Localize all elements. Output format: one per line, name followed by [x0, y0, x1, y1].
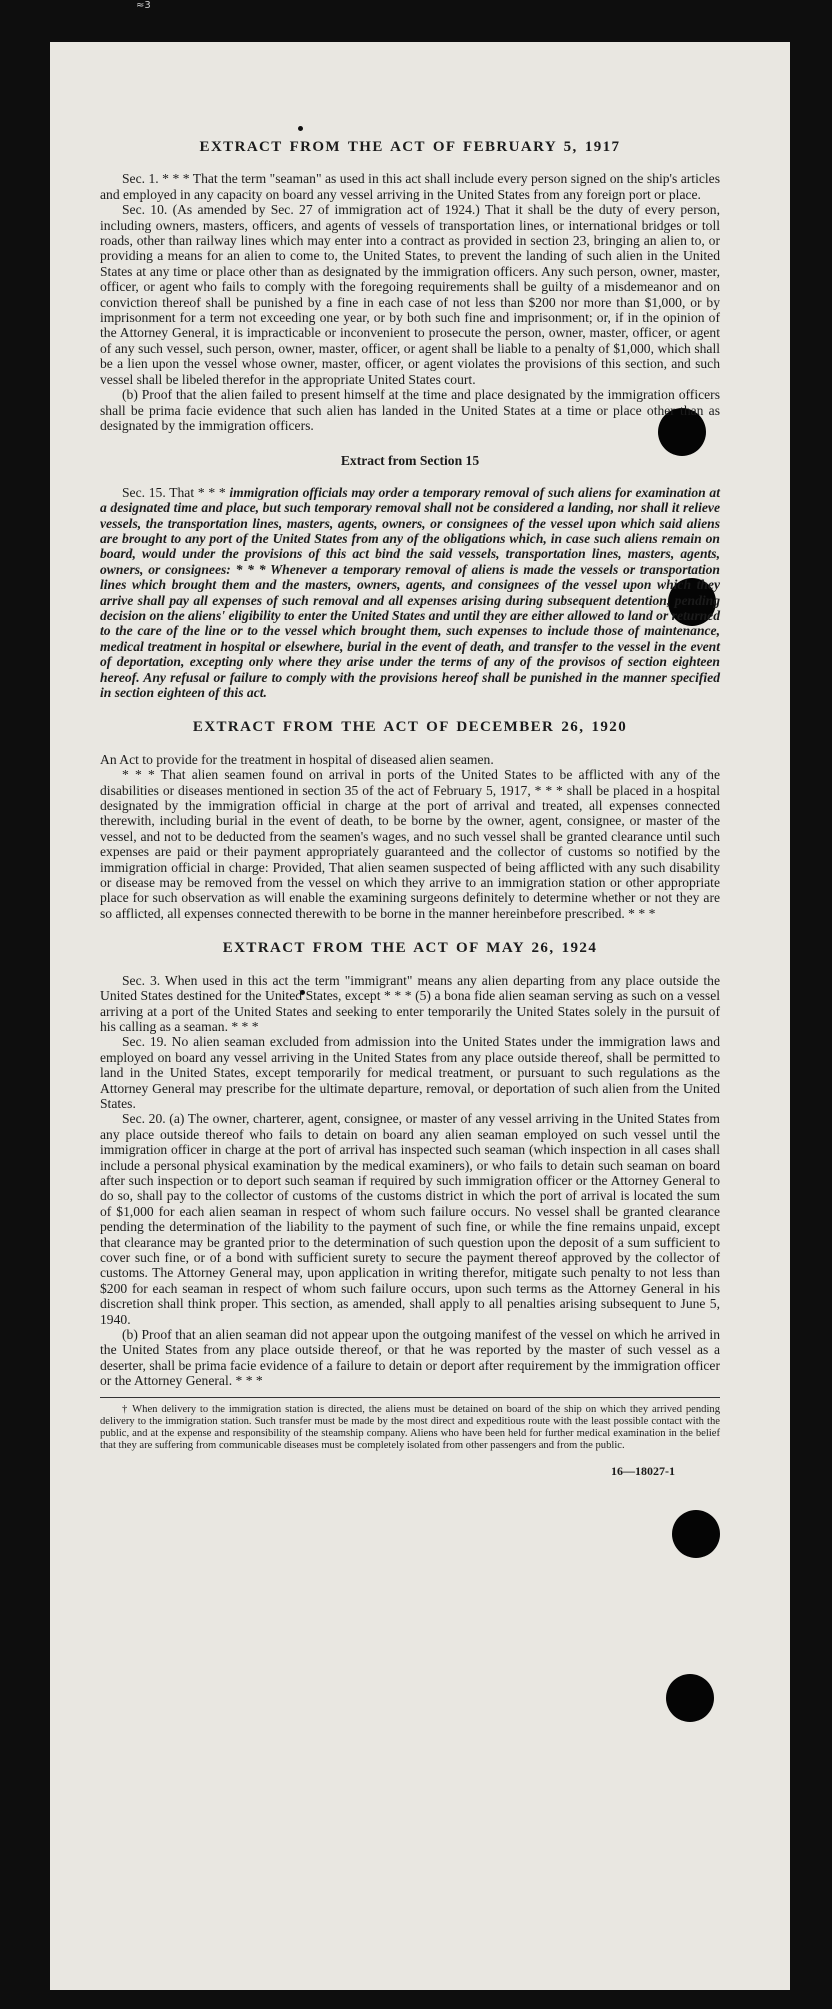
form-number: 16—18027-1 [611, 1464, 675, 1479]
corner-stamp: ≈3 [136, 0, 151, 11]
act-1920-body: * * * That alien seamen found on arrival in ports of the United States to be afflicted with any of the disabilities or diseases mentioned in section 35 of the act of February 5, 1917, * * * shall be placed in a hospital designated by the immigration official in charge at the port of arrival and treated, all expenses connected therewith, including burial in the event of death, to be borne by the owner, agent, consignee, or master of the vessel, and not to be deducted from the seamen's wages, and no such vessel shall be granted clearance until such expenses are paid or their payment appropriately guaranteed and the collector of customs so notified by the immigration official in charge: Provided, That alien seamen suspected of being afflicted with any such disability or disease may be removed from the vessel on which they arrive to an immigration station or other appropriate place for such observation as will enable the examining surgeons definitely to determine whether or not they are so afflicted, all expenses connected therewith to be borne in the manner hereinbefore prescribed. * * * [100, 767, 720, 921]
section-3-paragraph: Sec. 3. When used in this act the term "immigrant" means any alien departing from any place outside the United States destined for the United States, except * * * (5) a bona fide alien seaman serving as such on a vessel arriving at a port of the United States and seeking to enter temporarily the United States solely in the pursuit of his calling as a seaman. * * * [100, 972, 720, 1034]
heading-act-1920: EXTRACT FROM THE ACT OF DECEMBER 26, 1920 [192, 719, 628, 736]
heading-act-1924: EXTRACT FROM THE ACT OF MAY 26, 1924 [222, 940, 598, 957]
section-10-paragraph: Sec. 10. (As amended by Sec. 27 of immigration act of 1924.) That it shall be the duty of every person, including owners, masters, officers, and agents of vessels of transportation lines, or international bridges or toll roads, other than railway lines which may enter into a contract as provided in section 23, bringing an alien to, or providing a means for an alien to come to, the United States, to prevent the landing of such alien in the United States at any time or place other than as designated by the immigration officers. Any such person, owner, master, officer, or agent who fails to comply with the foregoing requirements shall be guilty of a misdemeanor and on conviction thereof shall be punished by a fine in each case of not less than $200 nor more than $1,000, or by imprisonment for a term not exceeding one year, or by both such fine and imprisonment; or, if in the opinion of the Attorney General, it is impracticable or inconvenient to prosecute the person, owner, master, officer, or agent of any such vessel, such person, owner, master, officer, or agent shall be liable to a penalty of $1,000, which shall be a lien upon the vessel whose owner, master, officer, or agent violates the provisions of this section, and such vessel shall be libeled therefor in the appropriate United States court. [100, 202, 720, 387]
section-15-paragraph [100, 485, 720, 701]
section-20-b-paragraph: (b) Proof that an alien seaman did not appear upon the outgoing manifest of the vessel on which he arrived in the United States from any place outside thereof, or that he was reported by the master of such vessel as a deserter, shall be prima facie evidence of a failure to detain or deport after requirement by the immigration officer or the Attorney General. * * * [100, 1327, 720, 1389]
heading-section-15: Extract from Section 15 [340, 453, 480, 469]
section-19-paragraph: Sec. 19. No alien seaman excluded from admission into the United States under the immigration laws and employed on board any vessel arriving in the United States from any place outside thereof, shall be permitted to land in the United States, except temporarily for medical treatment, or pursuant to such regulations as the Attorney General may prescribe for the ultimate departure, removal, or deportation of such alien from the United States. [100, 1034, 720, 1111]
section-20-a-paragraph: Sec. 20. (a) The owner, charterer, agent, consignee, or master of any vessel arriving in the United States from any place outside thereof who fails to detain on board any alien seaman employed on such vessel until the immigration officer in charge at the port of arrival has inspected such seaman (which inspection in all cases shall include a personal physical examination by the medical examiners), or who fails to detain such seaman on board after such inspection or to deport such seaman if required by such immigration officer or the Attorney General to do so, shall pay to the collector of customs of the customs district in which the port of arrival is located the sum of $1,000 for each alien seaman in respect of whom such failure occurs. No vessel shall be granted clearance pending the determination of the liability to the payment of such fine, or while the fine remains unpaid, except that clearance may be granted prior to the determination of such question upon the deposit of a sum sufficient to cover such fine, or of a bond with sufficient surety to secure the payment thereof approved by the collector of customs. The Attorney General may, upon application in writing therefor, mitigate such penalty to not less than $200 for each seaman in respect of whom such failure occurs, upon such terms as the Attorney General in his discretion shall think proper. This section, as amended, shall apply to all penalties arising subsequent to June 5, 1940. [100, 1111, 720, 1327]
ink-speck [298, 126, 303, 131]
act-1920-title: An Act to provide for the treatment in hospital of diseased alien seamen. [100, 751, 494, 767]
section-15-lead: Sec. 15. That * * * [122, 484, 226, 500]
punch-hole [666, 1674, 714, 1722]
heading-act-1917: EXTRACT FROM THE ACT OF FEBRUARY 5, 1917 [199, 139, 621, 155]
footnote-divider [100, 1397, 720, 1398]
section-10-b-paragraph: (b) Proof that the alien failed to present himself at the time and place designated by the immigration officers shall be prima facie evidence that such alien has landed in the United States at a time or place other than as designated by the immigration officers. [100, 387, 720, 433]
section-1-paragraph: Sec. 1. * * * That the term "seaman" as used in this act shall include every person signed on the ship's articles and employed in any capacity on board any vessel arriving in the United States from any foreign port or place. [100, 171, 720, 202]
punch-hole [672, 1510, 720, 1558]
document-content [100, 140, 720, 1480]
section-15-text: immigration officials may order a temporary removal of such aliens for examination at a designated time and place, but such temporary removal shall not be considered a landing, nor shall it relieve vessels, the transportation lines, masters, agents, owners, or consignees of the vessel upon which said aliens are brought to any port of the United States from any of the obligations which, in case such aliens remain on board, would under the provisions of this act bind the said vessels, transportation lines, masters, agents, owners, or consignees: * * * Whenever a temporary removal of aliens is made the vessels or transportation lines which brought them and the masters, owners, agents, and consignees of the vessel upon which they arrive shall pay all expenses of such removal and all expenses arising during subsequent detention, pending decision on the aliens' eligibility to enter the United States and until they are either allowed to land or returned to the care of the line or to the vessel which brought them, such expenses to include those of maintenance, medical treatment in hospital or elsewhere, burial in the event of death, and transfer to the vessel in the event of deportation, excepting only where they arise under the terms of any of the provisos of section eighteen hereof. Any refusal or failure to comply with the provisions hereof shall be punished in the manner specified in section eighteen of this act. [100, 484, 720, 700]
footnote: † When delivery to the immigration station is directed, the aliens must be detained on board of the ship on which they arrived pending delivery to the immigration station. Such transfer must be made by the most direct and expeditious route with the least possible contact with the public, and at the expense and responsibility of the steamship company. Aliens who have been held for further medical examination in the belief that they are suffering from communicable diseases must be completely isolated from other passengers and from the public. [100, 1403, 720, 1452]
